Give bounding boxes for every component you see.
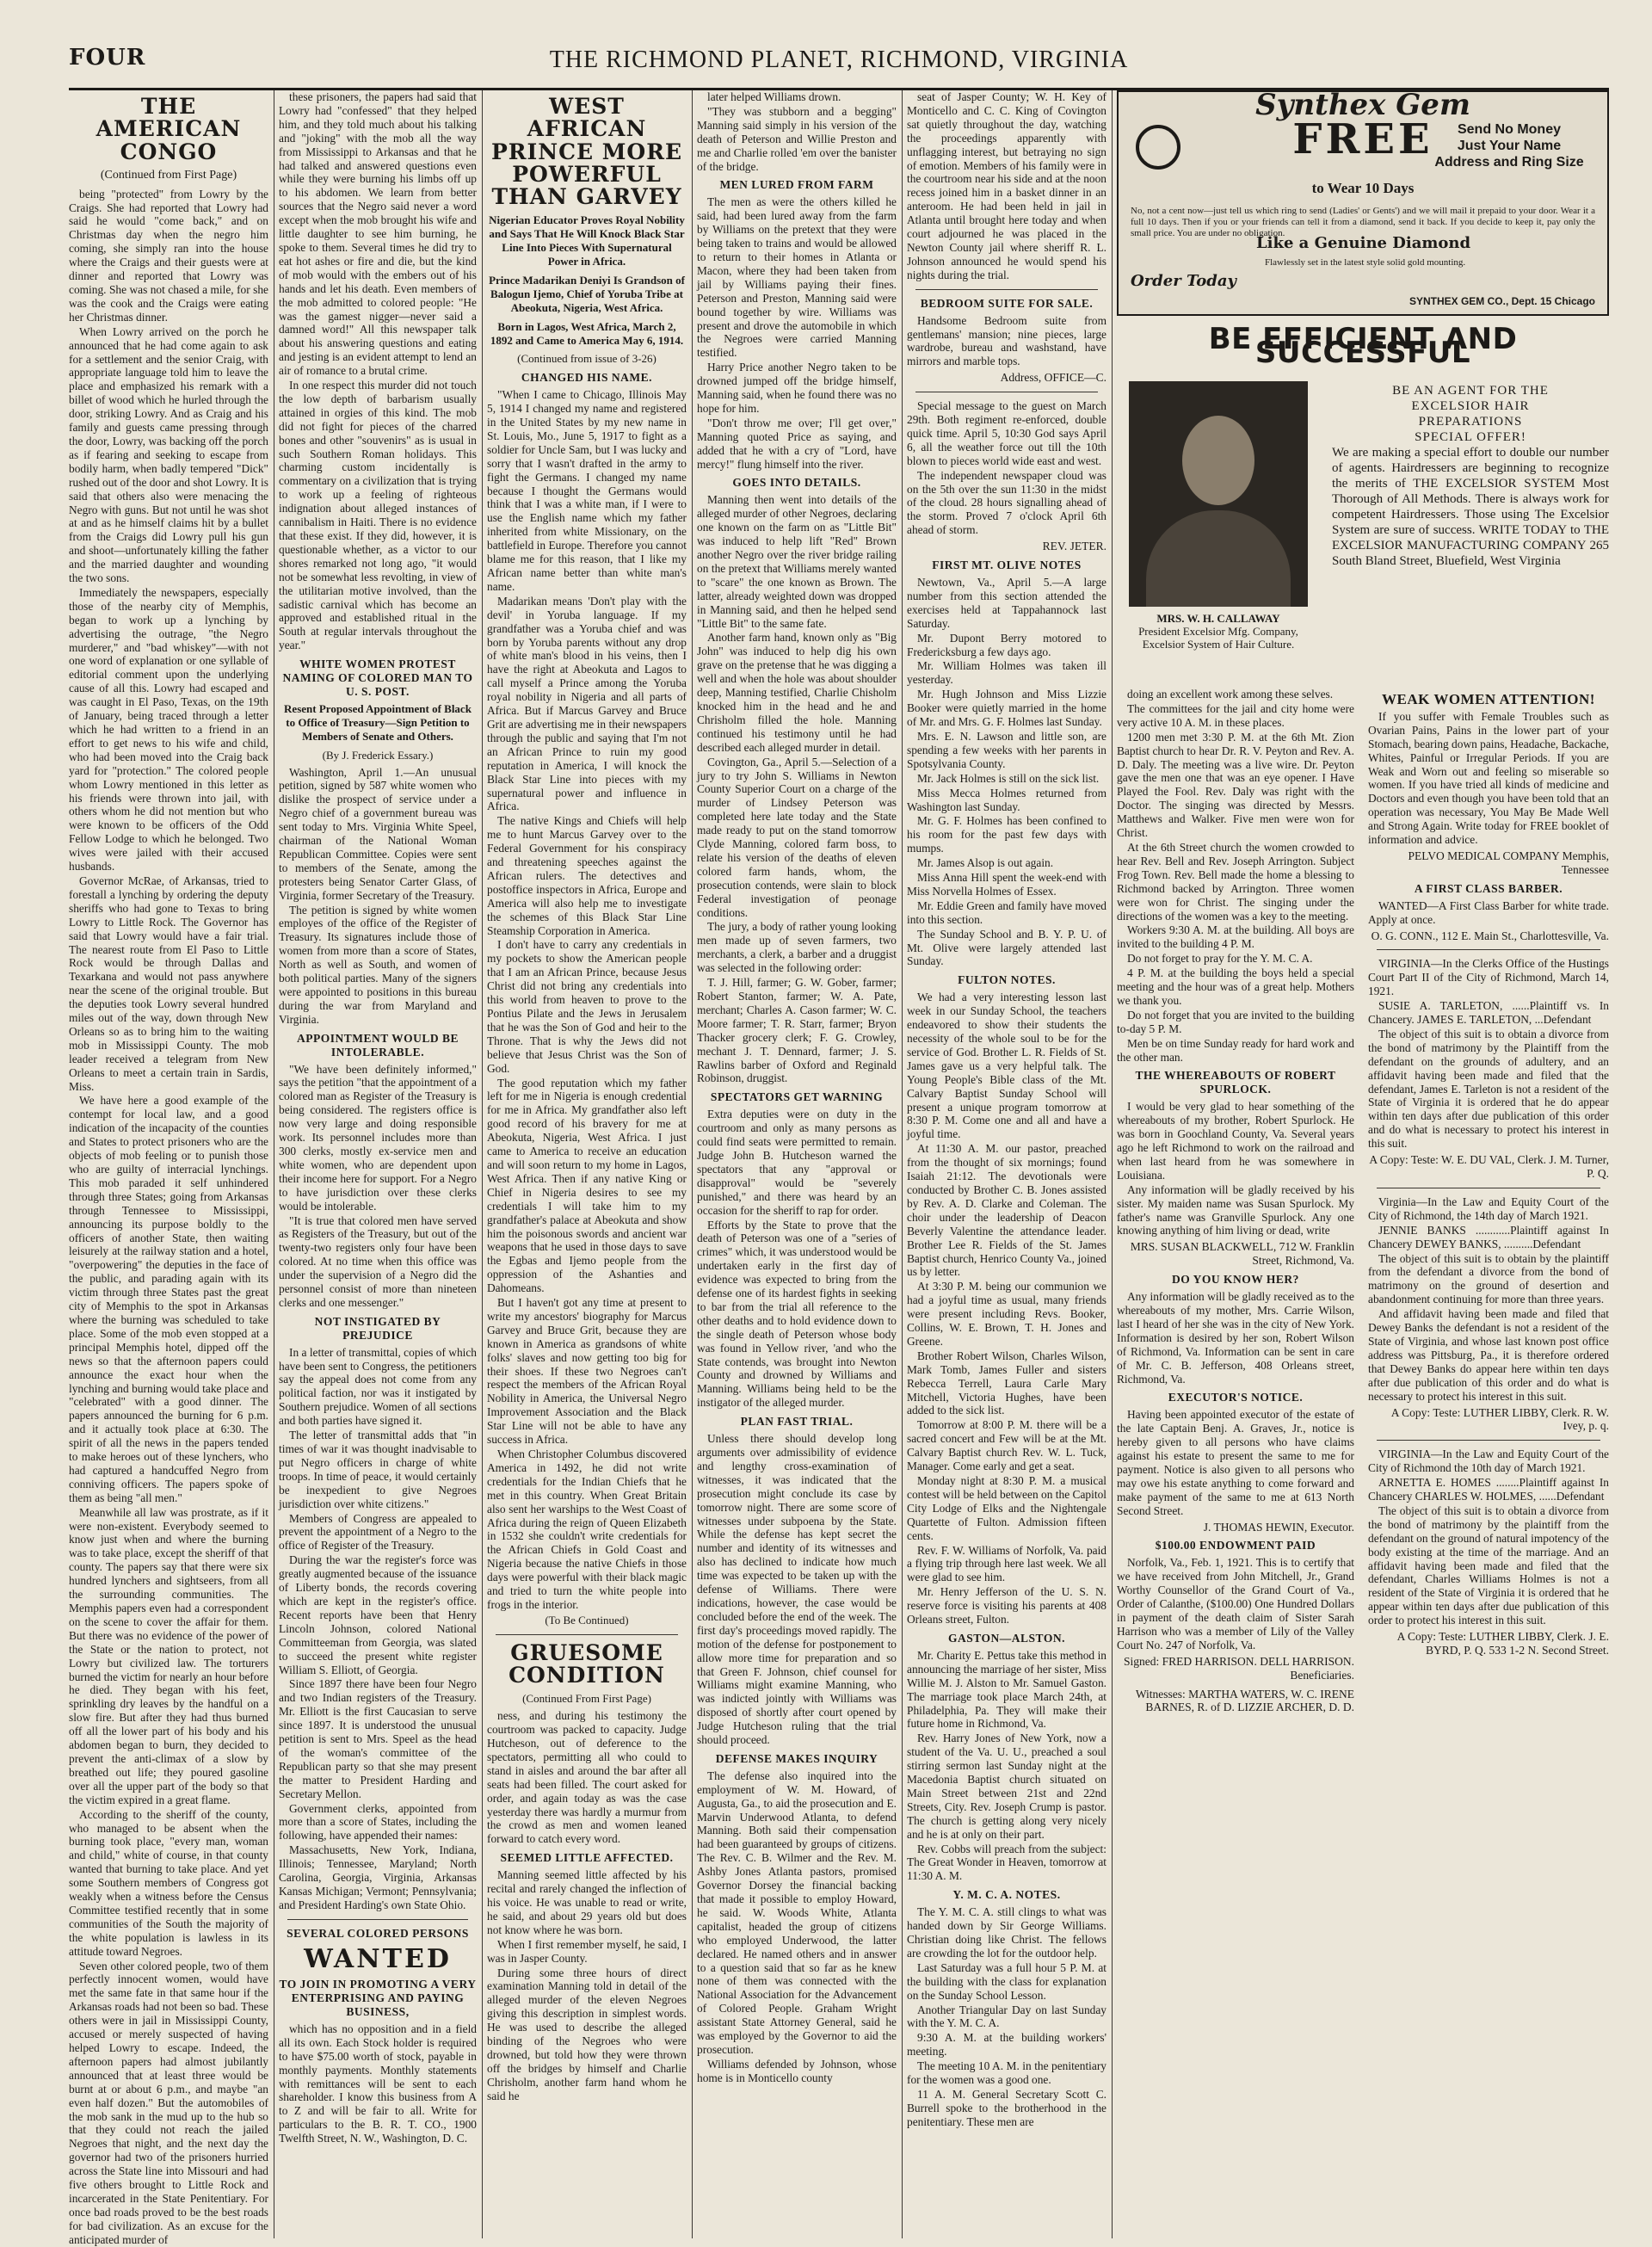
article-paragraph: Mr. G. F. Holmes has been confined to his room for the past few days with mumps.: [907, 814, 1106, 855]
section-heading: CHANGED HIS NAME.: [521, 371, 653, 385]
article-paragraph: Another Triangular Day on last Sunday with the Y. M. C. A.: [907, 2003, 1106, 2030]
section-heading: GOES INTO DETAILS.: [732, 476, 861, 490]
ad-subheading: TO JOIN IN PROMOTING A VERY ENTERPRISING AND PAYING BUSINESS,: [279, 1978, 477, 2019]
article-paragraph: The Y. M. C. A. still clings to what was handed down by Sir George Williams. Christian doing like Christ. The fellows are crowding the lot for the outdoor help.: [907, 1905, 1106, 1960]
article-paragraph: When Lowry arrived on the porch he announced that he had come again to ask for a settlement and the senior Craig, with appropriate language told him to leave the place and emphasized his remark with a billet of wood which he hurled through the door, striking Lowry. And as Craig and his family and guests came pressing through the door, Lowry, was backing off the porch as if fearing and seeking to escape from bodily harm, when badly tempered "Dick" rushed out of the door and shot Lowry. It is said that others also were menacing the Negro with guns. But not until he was shot at and as he himself claims hit by a bullet from the Craigs did Lowry pull his gun and shoot—unfortunately killing the father and the married daughter and wounding the two sons.: [69, 324, 268, 585]
article-paragraph: VIRGINIA—In the Clerks Office of the Hustings Court Part II of the City of Richmond, March 14, 1921.: [1368, 957, 1609, 998]
article-paragraph: The good reputation which my father left for me in Nigeria is enough credential for me in Africa. My grandfather also left good record of his bravery for me at Abeokuta, Nigeria, West Africa. I just came to America to receive an education and will soon return to my home in Lagos, West Africa. Then if any native King or Chief in Nigeria desires to see my credentials I will take him to my grandfather's palace at Abeokuta and show him the poisonous swords and ancient war weapons that he used in those days to save the Egbas and Ijemo people from the oppression of the Ashanties and Dahomeans.: [487, 1076, 687, 1295]
article-paragraph: "It is true that colored men have served as Registers of the Treasury, but out of the twenty-two registers only four have been colored. At no time when this office was under the supervision of a Negro did the personnel consist of more than nineteen clerks and one messenger.": [279, 1213, 477, 1309]
masthead: [69, 34, 1609, 90]
article-paragraph: We have here a good example of the contempt for local law, and a good indication of the incapacity of the counties and States to protect prisoners who are the objects of mob feeling or to punish those who are guilty of interracial lynchings. This mob paraded it self unhindered through three States; going from Arkansas through Tennessee to Mississippi, announcing its purpose boldly to the officers of another State, then waiting leisurely at the railway station and a hotel, "overpowering" the deputies in the face of the public, and parading again with its victim through three States past the great city of Memphis to the spot in Arkansas where the burning was scheduled to take place. Some of the mob even stopped at a principal Memphis hotel, dipped off the news so that the afternoon papers could announce the exact hour when the lynching and burning would take place and "celebrated" with a good dinner. The papers announced the burning for 6 p.m. and it actually took place at 6:30. The spirit of all the news in the papers tended to make heroes out of these lynchers, who had captured a handcuffed Negro from conniving officers. The papers spoke of them as being "all men.": [69, 1094, 268, 1504]
headline-west-african-prince: WEST AFRICAN PRINCE MORE POWERFUL THAN GARVEY: [490, 94, 683, 209]
article-deck: Prince Madarikan Deniyi Is Grandson of Balogun Ijemo, Chief of Yoruba Tribe at Abeokuta, Nigeria, West Africa.: [489, 273, 685, 314]
section-heading: EXECUTOR'S NOTICE.: [1168, 1391, 1304, 1404]
article-paragraph: Workers 9:30 A. M. at the building. All boys are invited to the building 4 P. M.: [1117, 923, 1354, 951]
article-deck: Nigerian Educator Proves Royal Nobility and Says That He Will Knock Black Star Line Into Pieces With Supernatural Power in Africa.: [489, 213, 685, 268]
synthex-gem-ad: [1117, 90, 1609, 316]
ad-line: SPECIAL OFFER!: [1415, 430, 1526, 444]
ad-text: which has no opposition and in a field all its own. Each Stock holder is required to have $75.00 worth of stock, payable in monthly payments. Monthly statements with remittances will be sent to each shareholder. I know this business from A to Z and will be fair to all. Write for particulars to the B. R. T. CO., 1900 Twelfth Street, N. W., Washington, D. C.: [279, 2022, 477, 2145]
ad-wanted: WANTED: [304, 1943, 452, 1974]
columns: [69, 88, 1609, 2246]
article-paragraph: In one respect this murder did not touch the low depth of barbarism usually attained in orgies of this kind. The mob did not fight for pieces of the charred bones and other "souvenirs" as is usual in such Southern Roman holidays. This charming custom incidentally is commentary on a civilization that is trying to work up a feeling of righteous indignation about alleged instances of cannibalism in Haiti. There is no evidence that these exist. If they did, however, it is questionable whether, as a victor to our shores remarked not long ago, "it would not be somewhat less revolting, in view of the utilitarian motive involved, than the sadistic carnival which has become an approved and established ritual in the South at regular intervals throughout the year.": [279, 379, 477, 652]
signature: REV. JETER.: [1042, 540, 1106, 553]
ad-flaw-text: Flawlessly set in the latest style solid gold mounting.: [1265, 257, 1466, 268]
article-paragraph: Immediately the newspapers, especially those of the nearby city of Memphis, began to work up a lynching by advertising the outrage, "the Negro murderer," and "bad whiskey"—with not one word of explanation or one syllable of editorial comment upon the underlying cause of all this. Lowry had escaped and was caught in El Paso, Texas, on the 19th of January, being traced through a letter which he had written to a friend in an effort to get news to his wife and child, who had been moved into the Craig back yard for "protection." The colored people whom Lowry mentioned in this letter as his friends were thrown into jail, with others whom he did not mention but who were known to be officers of the Odd Fellow Lodge to which he belonged. Two wives were jailed with their accused husbands.: [69, 585, 268, 873]
article-paragraph: Rev. Cobbs will preach from the subject: The Great Wonder in Heaven, tomorrow at 11:30 A. M.: [907, 1842, 1106, 1883]
article-paragraph: The object of this suit is to obtain a divorce from the bond of matrimony by the plaintiff from the defendant on the ground of natural impotency of the body existing at the time of the marriage. And an affidavit having been made and filed that the defendant, Charles Williams Holmes is not a resident of the State of Virginia it is ordered that he appear within ten days after due publication of this order to protect his interest in this suit.: [1368, 1503, 1609, 1627]
ad-footer: SYNTHEX GEM CO., Dept. 15 Chicago: [1409, 295, 1595, 308]
continued-note: (Continued from First Page): [100, 168, 237, 182]
section-heading: DEFENSE MAKES INQUIRY: [715, 1751, 878, 1765]
article-paragraph: being "protected" from Lowry by the Craigs. She had reported that Lowry had said he would "come back," and on Christmas day when the negro him coming, she simply ran into the house where the Craigs and their guests were at dinner and reported that Lowry was coming. She was not chased a mile, for she was the cook and the Craigs were eating her Christmas dinner.: [69, 187, 268, 324]
ad-brand: Synthex Gem: [1255, 88, 1470, 122]
ad-order-today: Order Today: [1131, 272, 1236, 290]
article-paragraph: During some three hours of direct examination Manning told in detail of the alleged murder of the eleven Negroes giving this description in simplest words. He was used to describe the alleged binding of the Negroes who were drowned, but told how they were thrown off the bridges by himself and Charlie Chrisholm, another farm hand whom he said he: [487, 1966, 687, 2102]
section-heading: WHITE WOMEN PROTEST NAMING OF COLORED MAN TO U. S. POST.: [282, 657, 473, 698]
signature: Witnesses: MARTHA WATERS, W. C. IRENE BARNES, R. of D. LIZZIE ARCHER, D. D.: [1135, 1687, 1354, 1714]
article-paragraph: I would be very glad to hear something of the whereabouts of my brother, Robert Spurlock. He was born in Goochland County, Va. Several years ago he left Richmond to work on the railroad and when last heard from he was somewhere in Louisiana.: [1117, 1100, 1354, 1182]
article-paragraph: "They was stubborn and a begging" Manning said simply in his version of the death of Peterson and Willie Preston and me and Charlie rolled 'em over the banister of the bridge.: [697, 104, 897, 173]
article-paragraph: Meanwhile all law was prostrate, as if it were non-existent. Everybody seemed to know just when and where the burning was to take place, except the sheriff of that county. The papers say that there were six hundred lynchers and sightseers, from all the surrounding communities. The Memphis papers even had a correspondent on the scene to cover the affair for them. But there was no evidence of the power of the State or the nation to protect, not Lowry but civilized law. The torturers burned the victim for nearly an hour before he died. They began with his feet, sprinkling dry leaves by the handful on a slow fire. But after they had thus burned off all the lower part of his body and his abdomen began to burn, they decided to prevent the anti-climax of a slow by breathed out life; they poured gasoline over all the upper part of the body so that the victim expired in a great flame.: [69, 1505, 268, 1806]
article-paragraph: Seven other colored people, two of them perfectly innocent women, would have met the same fate in that same hour if the Arkansas roads had not been so bad. These others were in jail in Mississippi County, accused or merely suspected of having helped Lowry to escape. Indeed, the afternoon papers had almost jubilantly announced that at least three would be burnt at or about 6 p.m., and maybe "an even half dozen." But the automobiles of the mob sank in the mud up to the hub so that they could not reach the jailed Negroes that night, and the next day the governor had two of the prisoners hurried across the State line into Missouri and had five others brought to Little Rock and incarcerated in the State Penitentiary. For once bad roads proved to be the best roads for bad civilization. As an excuse for the anticipated murder of: [69, 1959, 268, 2246]
article-paragraph: Miss Mecca Holmes returned from Washington last Sunday.: [907, 786, 1106, 813]
ad-send-line: Address and Ring Size: [1434, 155, 1584, 170]
caption-title: President Excelsior Mfg. Company, Excelsior System of Hair Culture.: [1138, 625, 1298, 651]
article-paragraph: If you suffer with Female Troubles such as Ovarian Pains, Pains in the lower part of your Stomach, bearing down pains, Headache, Backache, Whites, Painful or Irregular Periods. If you are Weak and Worn out and feeling so miserable so women. If you have tried all kinds of medicine and Doctors and even though you have been told that an operation was necessary, You May Be Made Well and Strong Again. Write today for FREE booklet of information and advice.: [1368, 709, 1609, 847]
signature: Address, OFFICE—C.: [1000, 371, 1106, 385]
article-paragraph: The jury, a body of rather young looking men made up of seven farmers, two merchants, a clerk, a barber and a druggist was selected in the following order:: [697, 920, 897, 975]
article-paragraph: Extra deputies were on duty in the courtroom and only as many persons as could find seats were permitted to remain. Judge John B. Hutcheson warned the spectators that any "approval or disapproval" would be "severely punished," and there was heard by an occasion for the sheriff to rap for order.: [697, 1108, 897, 1217]
signature: O. G. CONN., 112 E. Main St., Charlottesville, Va.: [1371, 929, 1609, 942]
signature: J. THOMAS HEWIN, Executor.: [1203, 1520, 1354, 1534]
article-paragraph: Massachusetts, New York, Indiana, Illinois; Tennessee, Maryland; North Carolina, Georgia, Virginia, Arkansas Kansas Michigan; Vermont; Pennsylvania; and President Harding's own State Ohio.: [279, 1843, 477, 1911]
article-paragraph: Another farm hand, known only as "Big John" was induced to help dig his own grave on the pretense that he was digging a well and when the hole was about shoulder deep, Manning testified, Charlie Chisholm knocked him in the head and he and Chrisholm filled the hole. Manning continued his testimony until he had described each alleged murder in detail.: [697, 631, 897, 754]
portrait-face: [1182, 416, 1254, 505]
article-paragraph: Do not forget to pray for the Y. M. C. A.: [1127, 952, 1313, 966]
column-6a: [1117, 688, 1354, 1719]
page-number: FOUR: [69, 45, 146, 71]
article-paragraph: "Don't throw me over; I'll get over," Manning quoted Price as saying, and added that he with a cry of "Lord, have mercy!" flung himself into the river.: [697, 416, 897, 471]
article-paragraph: "When I came to Chicago, Illinois May 5, 1914 I changed my name and registered in the United States by my new name in St. Louis, Mo., June 5, 1917 to fight as a soldier for Uncle Sam, but I was lucky and sorry that I wasn't drafted in the army to fight the Germans. I changed my name because I thought the Germans would think that I was a white man, if I were to use the English name which my father inherited from white Missionary, on the battlefield in Europe. Therefore you cannot blame me for this reason, that I like my African name better than white man's name.: [487, 388, 687, 593]
article-paragraph: Do not forget that you are invited to the building to-day 5 P. M.: [1117, 1008, 1354, 1035]
divider: [1377, 949, 1600, 950]
section-heading: WEAK WOMEN ATTENTION!: [1382, 691, 1595, 707]
excelsior-ad: [1117, 322, 1609, 651]
article-paragraph: The Sunday School and B. Y. P. U. of Mt. Olive were largely attended last Sunday.: [907, 927, 1106, 968]
section-heading: DO YOU KNOW HER?: [1172, 1273, 1299, 1287]
column-2: [279, 90, 477, 2238]
article-paragraph: ness, and during his testimony the courtroom was packed to capacity. Judge Hutcheson, out of deference to the spectators, permitting all who could to stand in aisles and around the bar after all seats had been filled. The court asked for order, and again today as was the case yesterday there was hardly a murmur from the crowd as men and women leaned forward to catch every word.: [487, 1709, 687, 1846]
article-paragraph: Tomorrow at 8:00 P. M. there will be a sacred concert and Few will be at the Mt. Calvary Baptist church Rev. W. L. Tuck, Manager. Come early and get a seat.: [907, 1418, 1106, 1473]
section-heading: Y. M. C. A. NOTES.: [952, 1888, 1061, 1902]
article-paragraph: VIRGINIA—In the Law and Equity Court of the City of Richmond the 10th day of March 1921.: [1368, 1448, 1609, 1475]
article-paragraph: Unless there should develop long arguments over admissibility of evidence and lengthy cross-examination of witnesses, it was indicated that the prosecution might conclude its case by tomorrow night. There are some score of witnesses under subpoena by the State. While the defense has kept secret the number and identity of its witnesses and also has declined to indicate how much time was expected to be taken up with the defense of Williams. There were indications, however, the case would be concluded before the end of the week. The first day's proceedings moved rapidly. The motion of the defense for postponement to allow more time for preparation and so that Green F. Johnson, chief counsel for Williams might examine Manning, who was indicted jointly with Williams was disposed of shortly after court opened by Judge Hutcheson ruling that the trial should proceed.: [697, 1432, 897, 1747]
section-heading: FULTON NOTES.: [958, 973, 1056, 987]
column-6b: [1368, 688, 1609, 1663]
column-rule: [692, 90, 693, 2238]
column-rule: [482, 90, 483, 2238]
article-paragraph: 11 A. M. General Secretary Scott C. Burrell spoke to the brotherhood in the penitentiary. These men are: [907, 2087, 1106, 2128]
section-heading: NOT INSTIGATED BY PREJUDICE: [314, 1314, 441, 1342]
article-paragraph: Manning seemed little affected by his recital and rarely changed the inflection of his voice. He was unable to read or write, he said, and about 29 years old but does not know where he was born.: [487, 1868, 687, 1936]
portrait-caption: [1117, 612, 1320, 651]
article-paragraph: SUSIE A. TARLETON, ......Plaintiff vs. In Chancery. JAMES E. TARLETON, ...Defendant: [1368, 999, 1609, 1027]
article-paragraph: Mr. Charity E. Pettus take this method in announcing the marriage of her sister, Miss Willie M. J. Alston to Mr. Samuel Gaston. The marriage took place March 24th, at Philadelphia, Pa. They will make their future home in Richmond, Va.: [907, 1648, 1106, 1731]
article-paragraph: WANTED—A First Class Barber for white trade. Apply at once.: [1368, 898, 1609, 926]
ad-free: FREE: [1292, 115, 1433, 164]
article-paragraph: Men be on time Sunday ready for hard work and the other man.: [1117, 1036, 1354, 1064]
ad-body: We are making a special effort to double our number of agents. Hairdressers are beginning to recognize the merits of THE EXCELSIOR SYSTEM Most Thorough of All Methods. There is always work for competent Hairdressers. Those using The Excelsior System are sure of success. WRITE TODAY to THE EXCELSIOR MANUFACTURING COMPANY 265 South Bland Street, Bluefield, West Virginia: [1332, 446, 1609, 568]
article-paragraph: Having been appointed executor of the estate of the late Captain Benj. A. Graves, Jr., notice is hereby given to all persons who have claims against his estate to present the same to me for payment. Notice is also given to all persons who may owe his estate anything to come forward and make payment of the same to me at 613 North Second Street.: [1117, 1408, 1354, 1517]
ad-small-text: No, not a cent now—just tell us which ring to send (Ladies' or Gents') and we will mail it prepaid to your door. Wear it a full 10 days. Then if you or your friends can tell it from a diamond, send it back. If you decide to keep it, pay only the small price. You are under no obligation.: [1131, 206, 1595, 238]
article-paragraph: Since 1897 there have been four Negro and two Indian registers of the Treasury. Mr. Elliott is the first Caucasian to serve since 1897. It is understood the unusual petition is sent to Mrs. Speel as the head of the woman's committee of the Republican party so that she may present the matter to President Harding and Secretary Mellon.: [279, 1677, 477, 1800]
article-paragraph: The meeting 10 A. M. in the penitentiary for the women was a good one.: [907, 2059, 1106, 2087]
article-paragraph: Rev. F. W. Williams of Norfolk, Va. paid a flying trip through here last week. We all were glad to see him.: [907, 1543, 1106, 1584]
signature: A Copy: Teste: LUTHER LIBBY, Clerk. R. W. Ivey, p. q.: [1390, 1405, 1609, 1433]
continued-note: (Continued From First Page): [522, 1692, 651, 1706]
column-3: [487, 90, 687, 2238]
section-heading: BEDROOM SUITE FOR SALE.: [920, 296, 1094, 310]
article-paragraph: The native Kings and Chiefs will help me to hunt Marcus Garvey over to the Federal Government for his conspiracy and threatening speeches against the African rulers. The detectives and postoffice inspectors in Africa, Europe and America will also help me to investigate the schemes of this Black Star Line Steamship Corporation in America.: [487, 814, 687, 937]
signature: A Copy: Teste: W. E. DU VAL, Clerk. J. M. Turner, P. Q.: [1369, 1153, 1609, 1180]
article-paragraph: Handsome Bedroom suite from gentlemans' mansion; nine pieces, large wardrobe, bureau and washstand, have mirrors and marble tops.: [907, 313, 1106, 368]
article-paragraph: We had a very interesting lesson last week in our Sunday School, the teachers endeavored to show their students the necessity of the whole soul to be for the service of God. Brother L. R. Fields of St. James gave us a very helpful talk. The Young People's Bible class of the Mt. Calvary Baptist Sunday School will present a unique program tomorrow at 8:30 P. M. Come one and all and have a joyful time.: [907, 991, 1106, 1141]
article-paragraph: JENNIE BANKS ............Plaintiff against In Chancery DEWEY BANKS, ..........Defendant: [1368, 1223, 1609, 1250]
ad-line: PREPARATIONS: [1418, 415, 1523, 429]
article-paragraph: Virginia—In the Law and Equity Court of the City of Richmond, the 14th day of March 1921.: [1368, 1194, 1609, 1222]
section-heading: SEEMED LITTLE AFFECTED.: [500, 1851, 674, 1865]
divider: [287, 1919, 468, 1920]
article-paragraph: The independent newspaper cloud was on the 5th over the sun 11:30 in the midst of the cloud. 28 hours signalling ahead of the storm. Proved 7 o'clock April 6th ahead of storm.: [907, 468, 1106, 537]
section-heading: MEN LURED FROM FARM: [719, 178, 874, 192]
article-paragraph: The petition is signed by white women employes of the office of the Register of Treasury. Its signatures include those of women from more than a score of States, North as well as South, and women of both political parties. Many of the signers were appointed to positions in this bureau during the war from Maryland and Virginia.: [279, 903, 477, 1026]
column-1: [69, 90, 268, 2246]
article-paragraph: Any information will be gladly received by his sister. My maiden name was Susan Spurlock. My father's name was Granville Spurlock. Any one knowing anything of him living or dead, write: [1117, 1182, 1354, 1238]
section-heading: APPOINTMENT WOULD BE INTOLERABLE.: [296, 1031, 459, 1059]
article-paragraph: In a letter of transmittal, copies of which have been sent to Congress, the petitioners say the appeal does not come from any political faction, nor was it instigated by Southern prejudice. Women of all sections and both parties have signed it.: [279, 1345, 477, 1428]
headline-gruesome-condition: GRUESOME CONDITION: [509, 1639, 665, 1688]
article-paragraph: According to the sheriff of the county, who managed to be absent when the burning took place, "every man, woman and child," white of course, in that county wanted that burning to take place. And yet some Southern members of Congress got weakly when a witness before the Census Committee testified recently that in some communities of the South the majority of the white population is lawless in its attitude toward Negroes.: [69, 1807, 268, 1958]
article-paragraph: Miss Anna Hill spent the week-end with Miss Norvella Holmes of Essex.: [907, 871, 1106, 898]
article-paragraph: Williams defended by Johnson, whose home is in Monticello county: [697, 2057, 897, 2084]
article-paragraph: Washington, April 1.—An unusual petition, signed by 587 white women who dislike the prospect of service under a Negro chief of a government bureau was sent today to Mrs. Virginia White Speel, chairman of the National Woman Republican Committee. Copies were sent to members of the Senate, among the protesters being Senator Carter Glass, of Virginia, former Secretary of the Treasury.: [279, 765, 477, 902]
article-paragraph: Harry Price another Negro taken to be drowned jumped off the bridge himself, Manning said, when he found there was no hope for him.: [697, 361, 897, 415]
article-paragraph: At the 6th Street church the women crowded to hear Rev. Bell and Rev. Joseph Arrington. Subject Frog Town. Rev. Bell made the home a blessing to Richmond backed by Arrington. Three women were won for Christ. The singing under the directions of the women was a key to the meeting.: [1117, 840, 1354, 923]
article-paragraph: During the war the register's force was greatly augmented because of the issuance of Liberty bonds, the records covering which are kept in the register's office. Recent reports have been that Henry Lincoln Johnson, colored National Committeeman from Georgia, was slated to succeed the present white register William S. Elliott, of Georgia.: [279, 1553, 477, 1676]
article-paragraph: When Christopher Columbus discovered America in 1492, he did not write credentials for the Indian Chiefs that he met in this country. When Great Britain also sent her warships to the West Coast of Africa during the reign of Queen Elizabeth in 1532 she couldn't write credentials for the African Chiefs in Gold Coast and Nigeria because the native Chiefs in those days were powerful with their black magic and tried to turn the white people into frogs in the interior.: [487, 1448, 687, 1611]
section-heading: GASTON—ALSTON.: [948, 1631, 1065, 1645]
article-paragraph: later helped Williams drown.: [707, 90, 841, 103]
article-paragraph: Monday night at 8:30 P. M. a musical contest will be held between on the Capitol City Lodge of Elks and the Nightengale Quartette of Fulton. Admission fifteen cents.: [907, 1474, 1106, 1542]
ad-copy: [1332, 383, 1609, 569]
section-heading: FIRST MT. OLIVE NOTES: [932, 559, 1082, 572]
article-deck: Born in Lagos, West Africa, March 2, 1892 and Came to America May 6, 1914.: [490, 319, 684, 347]
article-paragraph: But I haven't got any time at present to write my ancestors' biography for Marcus Garvey and Bruce Grit, because they are known in America as grandsons of white folks' slaves and now getting too big for their shoes. If these two Negroes can't respect the members of the African Royal Nobility in America, the Universal Negro Improvement Association and the Black Star Line will not be able to have any success in Africa.: [487, 1296, 687, 1447]
ad-line: EXCELSIOR HAIR: [1411, 399, 1530, 413]
section-heading: A FIRST CLASS BARBER.: [1414, 881, 1563, 895]
article-paragraph: Rev. Harry Jones of New York, now a student of the Va. U. U., preached a soul stirring sermon last Sunday night at the Macedonia Baptist church situated on Main Street between 21st and 22nd Streets, City. Rev. Joseph Crump is pastor. The church is getting along very nicely and he is at only on their part.: [907, 1732, 1106, 1841]
divider: [496, 1634, 678, 1635]
signature: MRS. SUSAN BLACKWELL, 712 W. Franklin Street, Richmond, Va.: [1130, 1240, 1354, 1268]
section-heading: THE WHEREABOUTS OF ROBERT SPURLOCK.: [1135, 1069, 1336, 1096]
signature: PELVO MEDICAL COMPANY Memphis, Tennessee: [1408, 849, 1609, 876]
section-heading: PLAN FAST TRIAL.: [740, 1415, 854, 1429]
article-paragraph: these prisoners, the papers had said that Lowry had "confessed" that they helped him, and they told much about his talking and "joking" with the mob all the way from Mississippi to Arkansas and that he had talked and answered questions even while they were burning his limbs off up to his abdomen. We learn from better sources that the Negro said never a word except when the mob brought his wife and little daughter to see him burning, he spoke to them. Several times he did try to eat hot ashes or fire and die, but the kind of mob would with the embers out of his hands and let his death. Even members of the mob admitted to colored people: "He was the gamest nigger—never said a damned word!" All this newspaper talk about his answering questions and eating and jesting is an evident attempt to lend an air of romance to a brutal crime.: [279, 90, 477, 378]
article-paragraph: "We have been definitely informed," says the petition "that the appointment of a colored man as Register of the Treasury is being considered. The registers office is now very large and doing responsible work. Its personnel includes more than 300 clerks, mostly ex-service men and white women, who are dependent upon their income here for support. For a Negro to have jurisdiction over these clerks would be intolerable.: [279, 1062, 477, 1213]
article-paragraph: Mr. James Alsop is out again.: [917, 856, 1054, 870]
article-paragraph: seat of Jasper County; W. H. Key of Monticello and C. C. King of Covington sat quietly throughout the day, watching the proceedings apparently with unflagging interest, but betraying no sign of emotion. Members of his family were in the courtroom near his side and at the noon recess joined him in a basket dinner in an anteroom. He had been held in jail in Atlanta until brought here today and when court adjourned he was placed in the Newton County jail where sheriff R. L. Johnson announced he would spend his nights during the trial.: [907, 90, 1106, 281]
ad-tagline: to Wear 10 Days: [1311, 180, 1415, 196]
continued-note: (Continued from issue of 3-26): [517, 352, 656, 366]
caption-name: MRS. W. H. CALLAWAY: [1156, 612, 1280, 625]
article-paragraph: Mr. Eddie Green and family have moved into this section.: [907, 898, 1106, 926]
article-paragraph: Government clerks, appointed from more than a score of States, including the following, have appended their names:: [279, 1801, 477, 1843]
article-paragraph: Newtown, Va., April 5.—A large number from this section attended the exercises held at Tappahannock last Saturday.: [907, 576, 1106, 630]
signature: A Copy: Teste: LUTHER LIBBY, Clerk. J. E. BYRD, P. Q. 533 1-2 N. Second Street.: [1396, 1630, 1609, 1657]
column-rule: [902, 90, 903, 2238]
column-6: [1117, 90, 1609, 2238]
divider: [1377, 1440, 1600, 1441]
column-5: [907, 90, 1106, 2238]
article-paragraph: 9:30 A. M. at the building workers' meeting.: [907, 2031, 1106, 2059]
article-paragraph: Last Saturday was a full hour 5 P. M. at the building with the class for explanation on the Sunday School Lesson.: [907, 1960, 1106, 2002]
ad-send-line: Just Your Name: [1457, 139, 1562, 154]
article-paragraph: The committees for the jail and city home were very active 10 A. M. in these places.: [1117, 701, 1354, 729]
article-paragraph: The men as were the others killed he said, had been lured away from the farm by Williams on the pretext that they were being taken to trains and would be allowed to return to their homes in Atlanta or Macon, where they had been taken from jail by Williams paying their fines. Peterson and Preston, Manning said were bound together by wire. Williams was present and drove the automobile in which the Negroes were carried Manning testified.: [697, 195, 897, 360]
ad-send-line: Send No Money: [1457, 122, 1561, 137]
article-paragraph: The letter of transmittal adds that "in times of war it was thought inadvisable to put Negro officers in charge of white troops. In time of peace, it would certainly be inexpedient to give Negroes jurisdiction over white citizens.": [279, 1429, 477, 1510]
article-paragraph: Mrs. E. N. Lawson and little son, are spending a few weeks with her parents in Spotsylvania County.: [907, 729, 1106, 770]
article-paragraph: Madarikan means 'Don't play with the devil' in Yoruba language. If my grandfather was a Yoruba chief and was born by Yoruba parents without any drop of white man's blood in his veins, then I have the right at Abeokuta and Lagos to call myself a Prince among the Yoruba royal nobility in Nigeria and all parts of Africa. But if Marcus Garvey and Bruce Grit are advertising me in their newspapers through the public and saying that I'm not an African Prince to ruin my good reputation in America, I will knock the Black Star Line into pieces with my supernatural power and influence in Africa.: [487, 594, 687, 813]
article-paragraph: 4 P. M. at the building the boys held a special meeting and the hour was of a great help. Mothers we thank you.: [1117, 966, 1354, 1007]
byline: (By J. Frederick Essary.): [322, 748, 434, 762]
paper-title: THE RICHMOND PLANET, RICHMOND, VIRGINIA: [549, 46, 1129, 73]
article-paragraph: When I first remember myself, he said, I was in Jasper County.: [487, 1937, 687, 1965]
ring-icon: [1136, 125, 1180, 170]
article-paragraph: Mr. Henry Jefferson of the U. S. N. reserve force is visiting his parents at 408 Orleans street, Fulton.: [907, 1585, 1106, 1627]
article-paragraph: And affidavit having been made and filed that Dewey Banks the defendant is not a resident of the State of Virginia, and whose last known post office address was Pittsburg, Pa., it is therefore ordered that Dewey Banks do appear here within ten days after due publication of this order and do what is necessary to protect his interest in this suit.: [1368, 1307, 1609, 1403]
article-paragraph: Members of Congress are appealed to prevent the appointment of a Negro to the office of Register of the Treasury.: [279, 1511, 477, 1553]
article-paragraph: Efforts by the State to prove that the death of Peterson was one of a "series of crimes" which, it was understood would be undertaken early in the first day of evidence was expected to bring from the defense one of its hardest fights in seeking to bar from the trial all reference to the other deaths and to hold evidence down to the single death of Peterson whose body was found in Yellow river, 'and who the State contends, was brought into Newton County and drowned by Williams and Manning. Williams being held to be the instigator of the alleged murder.: [697, 1218, 897, 1410]
article-paragraph: The defense also inquired into the employment of W. M. Howard, of Augusta, Ga., to aid the prosecution and E. Marvin Underwood Atlanta, to defend Manning. Both said their compensation had been guaranteed by groups of citizens. The Rev. C. B. Wilmer and the Rev. M. Ashby Jones Atlanta pastors, promised Governor Dorsey the financial backing that made it possible to employ Howard, he said. W. Woods White, Atlanta capitalist, headed the group of citizens who employed Underwood, the latter declared. He named others and in answer to a question said that so far as he knew none of them was connected with the National Association for the Advancement of Colored People. Graham Wright assistant State Attorney General, said he was employed by the Governor to aid the prosecution.: [697, 1769, 897, 2056]
article-paragraph: doing an excellent work among these selves.: [1127, 688, 1334, 701]
article-paragraph: ARNETTA E. HOMES ........Plaintiff against In Chancery CHARLES W. HOLMES, ......Defendant: [1368, 1476, 1609, 1503]
article-paragraph: Norfolk, Va., Feb. 1, 1921. This is to certify that we have received from John Mitchell, Jr., Grand Worthy Counsellor of the Grand Court of Va., Order of Calanthe, ($100.00) One Hundred Dollars in payment of the death claim of Sister Sarah Harrison who was a member of Lily of the Valley Court No. 247 of Norfolk, Va.: [1117, 1556, 1354, 1651]
article-paragraph: Mr. Hugh Johnson and Miss Lizzie Booker were quietly married in the home of Mr. and Mrs. G. F. Holmes last Sunday.: [907, 688, 1106, 729]
column-4: [697, 90, 897, 2238]
article-paragraph: Manning then went into details of the alleged murder of other Negroes, declaring one known on the farm on as "Little Bit" was induced to help lift "Red" Brown another Negro over the river bridge railing on the pretext that Williams merely wanted to "scare" the one known as Brown. The latter, already weighted down was dropped in Manning said, and then he helped send "Little Bit" to the same fate.: [697, 493, 897, 630]
ad-line: BE AN AGENT FOR THE: [1392, 384, 1549, 398]
ad-send-box: [1423, 121, 1595, 171]
headline-american-congo: THE AMERICAN CONGO: [96, 94, 242, 164]
article-paragraph: 1200 men met 3:30 P. M. at the 6th Mt. Zion Baptist church to hear Dr. R. V. Peyton and Rev. A. D. Daly. The meeting was a live wire. Dr. Peyton gave the men one that was an eye opener. I Have Played the Fool. Rev. Daly was right with the Doctor. The singing was directed by Messrs. Matthews and Walker. Five men were won for Christ.: [1117, 730, 1354, 840]
section-heading: $100.00 ENDOWMENT PAID: [1155, 1539, 1316, 1553]
column-rule: [1112, 90, 1113, 2238]
article-paragraph: At 3:30 P. M. being our communion we had a joyful time as usual, many friends were present including Revs. Booker, Collins, W. E. Brown, T. H. Jones and Greene.: [907, 1280, 1106, 1348]
article-paragraph: At 11:30 A. M. our pastor, preached from the thought of six mornings; found Isaiah 21:12. The devotionals were conducted by Brother C. B. Jones assisted by Rev. A. D. Clarke and Coleman. The choir under the leadership of Deacon Beverly Valentine the attendance leader. Brother Lee R. Fields of the St. James Baptist church, Henrico County Va., joined us by letter.: [907, 1142, 1106, 1279]
ad-heading: SEVERAL COLORED PERSONS: [287, 1926, 469, 1940]
article-paragraph: Governor McRae, of Arkansas, tried to forestall a lynching by ordering the deputy sheriffs who had gone to Texas to bring Lowry to Little Rock. The Governor has said that Lowry would have a fair trial. The nearest route from El Paso to Little Rock would be through Dallas and Texarkana and would not pass anywhere near the scene of the original trouble. But the deputies took Lowry several hundred miles out of the way, down through New Orleans so as to bring him to the waiting mob in Mississippi County. The mob leader received a telegram from New Orleans to meet a certain train in Sardis, Miss.: [69, 873, 268, 1093]
article-paragraph: Special message to the guest on March 29th. Both regiment re-enforced, double quick time. April 5, 10:30 God says April 6, all the weather force out till the 10th blown to pieces world wide east and west.: [907, 399, 1106, 467]
divider: [915, 289, 1098, 290]
to-be-continued: (To Be Continued): [545, 1613, 629, 1627]
section-deck: Resent Proposed Appointment of Black to Office of Treasury—Sign Petition to Members of Senate and Others.: [284, 701, 472, 743]
article-paragraph: Any information will be gladly received as to the whereabouts of my mother, Mrs. Carrie Wilson, last I heard of her she was in the city of New York. Information is desired by her son, Robert Wilson of Richmond, Va. Information can be sent in care of Mr. C. B. Jefferson, 408 Orleans street, Richmond, Va.: [1117, 1290, 1354, 1386]
article-paragraph: Mr. William Holmes was taken ill yesterday.: [907, 659, 1106, 687]
article-paragraph: The object of this suit is to obtain a divorce from the bond of matrimony by the Plaintiff from the defendant on the grounds of adultery, and an affidavit having been made and filed that the defendant, James E. Tarleton is not a resident of the State of Virginia it is ordered that he do appear within ten days after due publication of this order and do what is necessary to protect his interest in this suit.: [1368, 1027, 1609, 1151]
ad-headline: BE EFFICIENT AND SUCCESSFUL: [1208, 322, 1518, 370]
ad-like-diamond: Like a Genuine Diamond: [1256, 234, 1471, 252]
portrait-shoulders: [1146, 510, 1291, 607]
article-paragraph: The object of this suit is to obtain by the plaintiff from the defendant a divorce from the bond of matrimony on the ground of desertion and abandonment continuing for more than three years.: [1368, 1251, 1609, 1306]
portrait-photo: [1129, 381, 1308, 607]
article-paragraph: Mr. Dupont Berry motored to Fredericksburg a few days ago.: [907, 631, 1106, 658]
section-heading: SPECTATORS GET WARNING: [710, 1090, 884, 1104]
article-paragraph: Brother Robert Wilson, Charles Wilson, Mark Tomb, James Fuller and sisters Rebecca Terrell, Laura Carle Mary Mitchell, Victoria Hughes, have been added to the sick list.: [907, 1349, 1106, 1417]
signature: Signed: FRED HARRISON. DELL HARRISON. Beneficiaries.: [1123, 1654, 1354, 1682]
article-paragraph: Mr. Jack Holmes is still on the sick list.: [917, 771, 1100, 785]
article-paragraph: I don't have to carry any credentials in my pockets to show the American people that I am an African Prince, because Jesus Christ did not bring any credentials into this world from heaven to prove to the Pontius Pilate and the Jews in Jerusalem that he was the Son of God and heir to the Throne. That is why the Jews did not believe that Jesus Christ was the Son of God.: [487, 938, 687, 1075]
article-paragraph: T. J. Hill, farmer; G. W. Gober, farmer; Robert Stanton, farmer; W. A. Pate, merchant; Charles A. Cason farmer; W. C. Moore farmer; T. R. Starr, farmer; Bryon Thacker grocery clerk; F. G. Crowley, mechant J. T. Dennard, farmer; J. S. Rawlins barber of Oxford and Reginald Robinson, druggist.: [697, 976, 897, 1085]
article-paragraph: Covington, Ga., April 5.—Selection of a jury to try John S. Williams in Newton County Superior Court on a charge of the murder of Lindsey Peterson was completed here late today and the State made ready to put on the stand tomorrow Clyde Manning, colored farm boss, to relate his version of the deaths of eleven colored farm hands, whom, the prosecution contends, were slain to block Federal investigation of peonage conditions.: [697, 755, 897, 919]
